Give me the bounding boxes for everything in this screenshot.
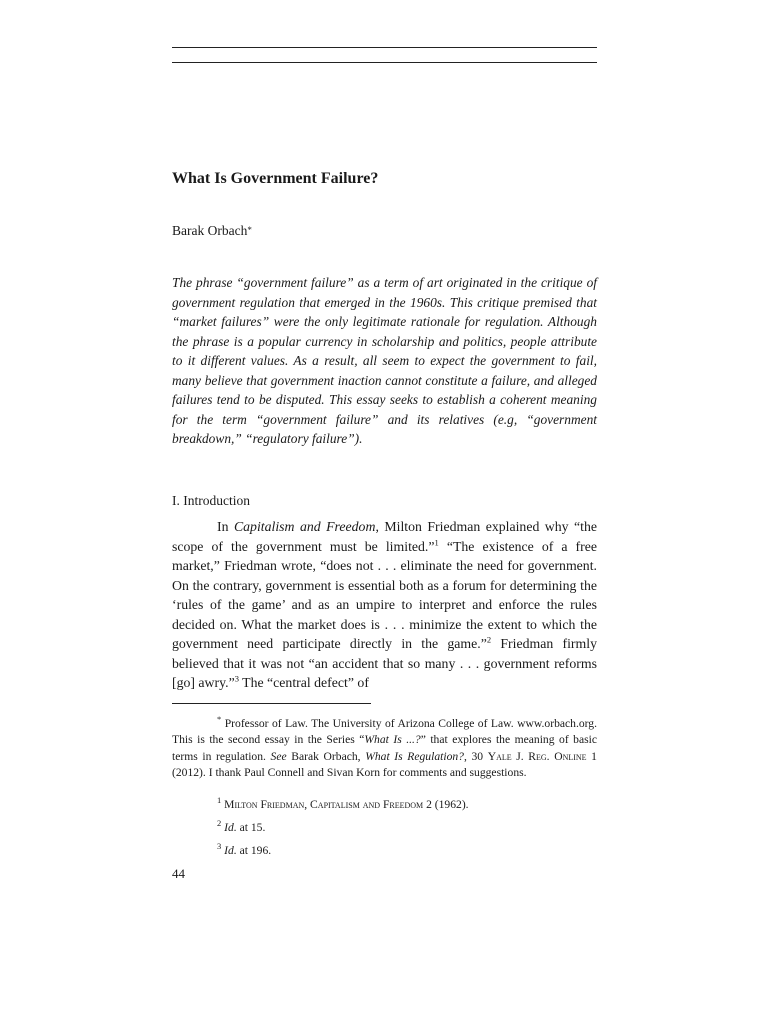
body-paragraph: In Capitalism and Freedom, Milton Friedman explained why “the scope of the government must be limited.”$^1$ “The existence of a free market,” Friedman wrote, “does not . . . eliminate the need for government. On the contrary, government is essential both as a forum for determining the ‘rules of the game’ and as an umpire to interpret and enforce the rules decided on. What the market does is . . . minimize the extent to which the government need participate directly in the game.”$^2$ Friedman firmly believed that it was not “an accident that so many . . . government reforms [go] awry.”$^3$ The “central defect” of xyxy=(172,519,597,690)
footnote-1: $^1$ Milton Friedman, Capitalism and Freedom 2 (1962). xyxy=(217,795,469,811)
author-line xyxy=(172,223,252,239)
footnote-2: $^2$ Id. at 15. xyxy=(217,818,266,834)
header-rule-lower xyxy=(172,62,597,63)
article-title: What Is Government Failure? xyxy=(172,170,379,187)
footnote-ref-2[interactable]: 2 xyxy=(486,634,492,645)
author-footnote-mark[interactable]: * xyxy=(247,225,252,235)
page-number: 44 xyxy=(172,866,185,881)
footnote-ref-1[interactable]: 1 xyxy=(434,536,439,547)
header-rule xyxy=(172,47,597,48)
book-title: Capitalism and Freedom xyxy=(233,519,376,534)
footnote-separator xyxy=(172,703,371,704)
footnote-3: $^3$ Id. at 196. xyxy=(217,841,272,857)
abstract: The phrase “government failure” as a term of art originated in the critique of government regulation that emerged in the 1960s. This critique premised that “market failures” were the only legitimate rationale for regulation. Although the phrase is a popular currency in scholarship and politics, people attribute to it different values. As a result, all seem to expect the government to fail, many believe that government inaction cannot constitute a failure, and alleged failures tend to be disputed. This essay seeks to establish a coherent meaning for the term “government failure” and its relatives (e.g, “government breakdown,” “regulatory failure”). xyxy=(172,275,597,446)
footnote-star: * Professor of Law. The University of Arizona College of Law. www.orbach.org. This is the second essay in the Series “What Is ...?” that explores the meaning of basic terms in regulation. See Barak Orbach, What Is Regulation?, 30 Yale J. Reg. Online 1 (2012). I thank Paul Connell and Sivan Korn for comments and suggestions. xyxy=(172,714,597,779)
section-heading: I. Introduction xyxy=(172,493,250,508)
footnote-ref-3[interactable]: 3 xyxy=(234,673,239,684)
author-name: Barak Orbach xyxy=(172,223,248,238)
